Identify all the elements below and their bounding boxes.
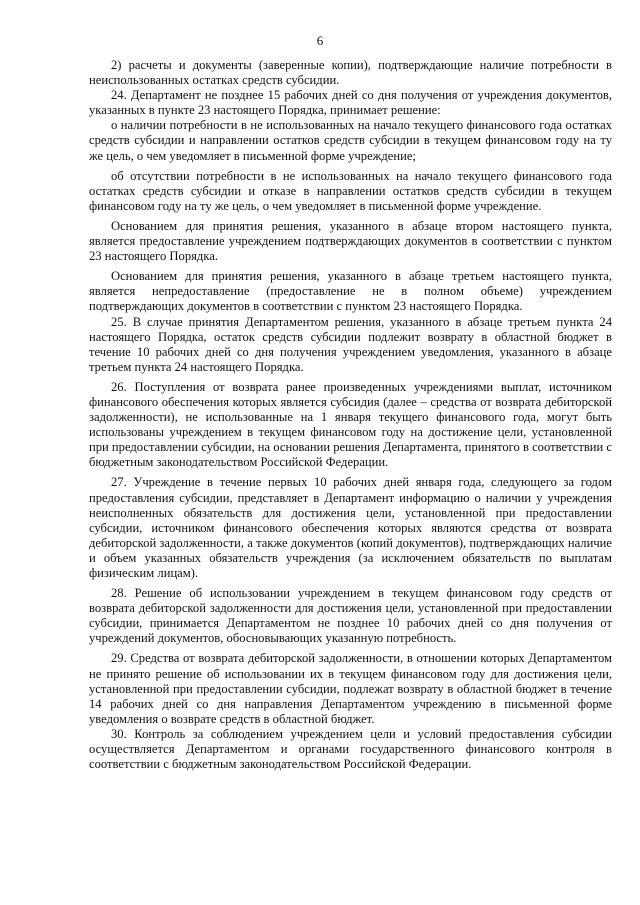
paragraph-29: 29. Средства от возврата дебиторской задолженности, в отношении которых Департаментом не принято решение об использовании их в текущем финансовом году для достижения цели, установленной при предоставлении субсидии, подлежат возврату в областной бюджет в течение 14 рабочих дней со дня направления Департаментом учреждению в письменной форме уведомления о возврате средств в областной бюджет.	[89, 651, 612, 726]
paragraph-24-basis-third: Основанием для принятия решения, указанного в абзаце третьем настоящего пункта, является непредоставление (предоставление не в полном объеме) учреждением подтверждающих документов в соответствии с пунктом 23 настоящего Порядка.	[89, 269, 612, 314]
paragraph-24-decision-presence: о наличии потребности в не использованных на начало текущего финансового года остатках средств субсидии и направлении остатков средств субсидии в текущем финансовом году на ту же цель, о чем уведомляет в письменной форме учреждение;	[89, 118, 612, 163]
paragraph-26: 26. Поступления от возврата ранее произведенных учреждениями выплат, источником финансового обеспечения которых является субсидия (далее – средства от возврата дебиторской задолженности), не использованные на 1 января текущего финансового года, могут быть использованы учреждением в текущем финансовом году на достижение цели, установленной при предоставлении субсидии, на основании решения Департамента, принятого в соответствии с бюджетным законодательством Российской Федерации.	[89, 379, 612, 470]
paragraph-24: 24. Департамент не позднее 15 рабочих дней со дня получения от учреждения документов, указанных в пункте 23 настоящего Порядка, принимает решение:	[89, 88, 612, 118]
paragraph-28: 28. Решение об использовании учреждением в текущем финансовом году средств от возврата дебиторской задолженности для достижения цели, установленной при предоставлении субсидии, принимается Департаментом не позднее 10 рабочих дней со дня получения от учреждений документов, обосновывающих указанную потребность.	[89, 586, 612, 646]
document-body	[89, 58, 612, 772]
page-number: 6	[316, 33, 324, 48]
paragraph-23-item-2: 2) расчеты и документы (заверенные копии), подтверждающие наличие потребности в неиспользованных остатках средств субсидии.	[89, 58, 612, 88]
paragraph-24-basis-second: Основанием для принятия решения, указанного в абзаце втором настоящего пункта, является предоставление учреждением подтверждающих документов в соответствии с пунктом 23 настоящего Порядка.	[89, 218, 612, 264]
paragraph-25: 25. В случае принятия Департаментом решения, указанного в абзаце третьем пункта 24 настоящего Порядка, остаток средств субсидии подлежит возврату в областной бюджет в течение 10 рабочих дней со дня получения учреждением уведомления, указанного в абзаце третьем пункта 24 настоящего Порядка.	[89, 314, 612, 374]
paragraph-27: 27. Учреждение в течение первых 10 рабочих дней января года, следующего за годом предоставления субсидии, представляет в Департамент информацию о наличии у учреждения неисполненных обязательств для достижения цели, установленной при предоставлении субсидии, источником финансового обеспечения которых являются средства от возврата дебиторской задолженности, а также документов (копий документов), подтверждающих наличие и объем указанных обязательств учреждения (за исключением обязательств по выплатам физическим лицам).	[89, 475, 612, 580]
paragraph-30: 30. Контроль за соблюдением учреждением цели и условий предоставления субсидии осуществляется Департаментом и органами государственного финансового контроля в соответствии с бюджетным законодательством Российской Федерации.	[89, 726, 612, 772]
paragraph-24-decision-absence: об отсутствии потребности в не использованных на начало текущего финансового года остатках средств субсидии и отказе в направлении остатков средств субсидии в текущем финансовом году на ту же цель, о чем уведомляет в письменной форме учреждение.	[89, 168, 612, 213]
